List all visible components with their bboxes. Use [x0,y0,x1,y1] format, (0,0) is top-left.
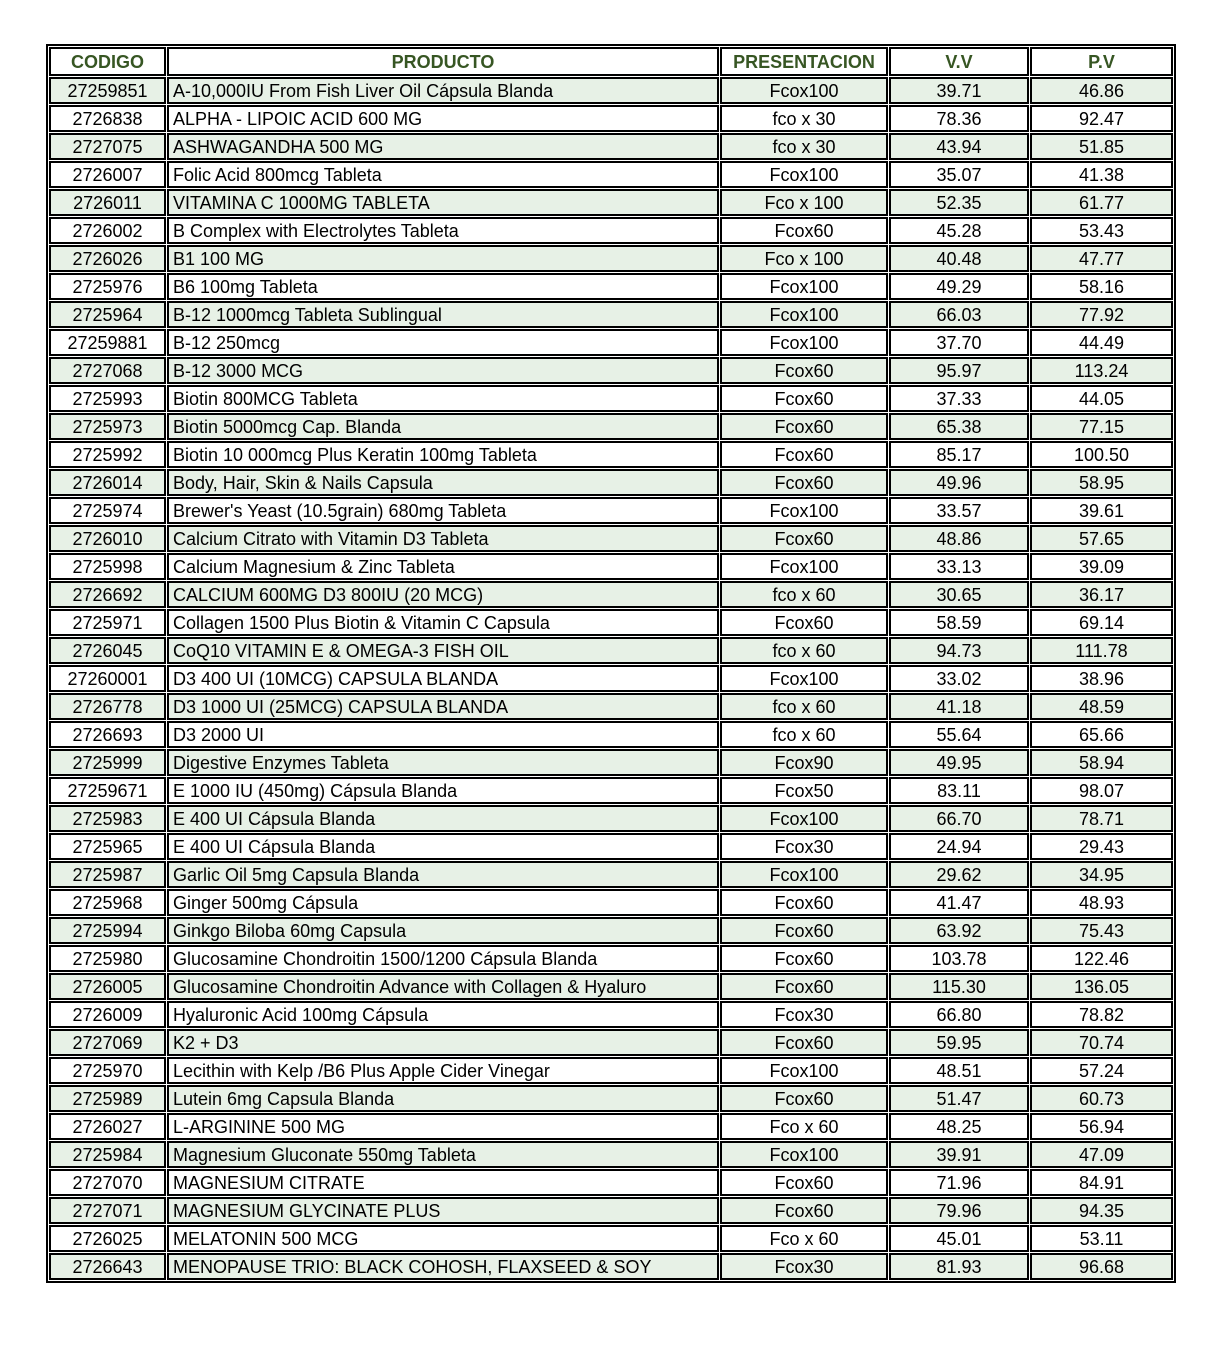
vv-cell: 45.01 [889,1225,1029,1252]
table-row [49,917,1173,944]
pv-cell: 38.96 [1030,665,1173,692]
table-row [49,637,1173,664]
presentacion-cell: Fcox30 [720,1001,888,1028]
producto-cell: Ginkgo Biloba 60mg Capsula [167,917,719,944]
codigo-cell: 2725984 [49,1141,166,1168]
vv-cell: 94.73 [889,637,1029,664]
table-row [49,1085,1173,1112]
table-row [49,581,1173,608]
presentacion-cell: Fcox60 [720,945,888,972]
codigo-cell: 2726643 [49,1253,166,1280]
producto-cell: B-12 1000mcg Tableta Sublingual [167,301,719,328]
pv-cell: 57.65 [1030,525,1173,552]
pv-cell: 60.73 [1030,1085,1173,1112]
producto-cell: B1 100 MG [167,245,719,272]
pv-cell: 47.77 [1030,245,1173,272]
codigo-cell: 27259881 [49,329,166,356]
table-row [49,133,1173,160]
presentacion-cell: Fcox60 [720,441,888,468]
column-header-codigo: CODIGO [49,47,166,76]
codigo-cell: 2725971 [49,609,166,636]
pv-cell: 77.15 [1030,413,1173,440]
pv-cell: 92.47 [1030,105,1173,132]
vv-cell: 66.80 [889,1001,1029,1028]
pv-cell: 51.85 [1030,133,1173,160]
column-header-presentacion: PRESENTACION [720,47,888,76]
pv-cell: 69.14 [1030,609,1173,636]
vv-cell: 30.65 [889,581,1029,608]
vv-cell: 81.93 [889,1253,1029,1280]
producto-cell: A-10,000IU From Fish Liver Oil Cápsula Blanda [167,77,719,104]
table-row [49,1197,1173,1224]
producto-cell: MAGNESIUM CITRATE [167,1169,719,1196]
pv-cell: 57.24 [1030,1057,1173,1084]
column-header-pv: P.V [1030,47,1173,76]
presentacion-cell: Fcox30 [720,833,888,860]
producto-cell: B-12 3000 MCG [167,357,719,384]
presentacion-cell: Fcox100 [720,553,888,580]
presentacion-cell: fco x 60 [720,581,888,608]
codigo-cell: 2727069 [49,1029,166,1056]
presentacion-cell: Fcox100 [720,301,888,328]
table-row [49,441,1173,468]
codigo-cell: 2727075 [49,133,166,160]
vv-cell: 78.36 [889,105,1029,132]
presentacion-cell: fco x 60 [720,693,888,720]
table-row [49,609,1173,636]
codigo-cell: 2727071 [49,1197,166,1224]
presentacion-cell: Fcox60 [720,413,888,440]
codigo-cell: 2726026 [49,245,166,272]
codigo-cell: 2727068 [49,357,166,384]
vv-cell: 39.71 [889,77,1029,104]
vv-cell: 29.62 [889,861,1029,888]
presentacion-cell: Fcox30 [720,1253,888,1280]
table-row [49,497,1173,524]
producto-cell: D3 1000 UI (25MCG) CAPSULA BLANDA [167,693,719,720]
producto-cell: B6 100mg Tableta [167,273,719,300]
producto-cell: E 1000 IU (450mg) Cápsula Blanda [167,777,719,804]
pv-cell: 58.94 [1030,749,1173,776]
producto-cell: Glucosamine Chondroitin Advance with Collagen & Hyaluro [167,973,719,1000]
codigo-cell: 2725992 [49,441,166,468]
table-row [49,945,1173,972]
table-row [49,105,1173,132]
vv-cell: 83.11 [889,777,1029,804]
codigo-cell: 2726014 [49,469,166,496]
table-row [49,889,1173,916]
table-row [49,525,1173,552]
producto-cell: Hyaluronic Acid 100mg Cápsula [167,1001,719,1028]
codigo-cell: 2725994 [49,917,166,944]
codigo-cell: 2726778 [49,693,166,720]
codigo-cell: 2725974 [49,497,166,524]
codigo-cell: 27260001 [49,665,166,692]
vv-cell: 41.47 [889,889,1029,916]
codigo-cell: 2726025 [49,1225,166,1252]
presentacion-cell: Fcox60 [720,1029,888,1056]
codigo-cell: 2726693 [49,721,166,748]
pv-cell: 78.71 [1030,805,1173,832]
table-row [49,1169,1173,1196]
vv-cell: 52.35 [889,189,1029,216]
table-row [49,217,1173,244]
producto-cell: D3 400 UI (10MCG) CAPSULA BLANDA [167,665,719,692]
vv-cell: 49.95 [889,749,1029,776]
pv-cell: 44.05 [1030,385,1173,412]
pv-cell: 39.09 [1030,553,1173,580]
table-row [49,161,1173,188]
pv-cell: 65.66 [1030,721,1173,748]
vv-cell: 43.94 [889,133,1029,160]
table-row [49,273,1173,300]
vv-cell: 85.17 [889,441,1029,468]
table-row [49,833,1173,860]
column-header-producto: PRODUCTO [167,47,719,76]
pv-cell: 48.93 [1030,889,1173,916]
codigo-cell: 2725973 [49,413,166,440]
producto-cell: MELATONIN 500 MCG [167,1225,719,1252]
pv-cell: 70.74 [1030,1029,1173,1056]
vv-cell: 65.38 [889,413,1029,440]
vv-cell: 115.30 [889,973,1029,1000]
vv-cell: 49.96 [889,469,1029,496]
pv-cell: 75.43 [1030,917,1173,944]
codigo-cell: 27259851 [49,77,166,104]
vv-cell: 48.25 [889,1113,1029,1140]
producto-cell: B-12 250mcg [167,329,719,356]
producto-cell: Lecithin with Kelp /B6 Plus Apple Cider Vinegar [167,1057,719,1084]
vv-cell: 48.51 [889,1057,1029,1084]
vv-cell: 59.95 [889,1029,1029,1056]
table-row [49,357,1173,384]
codigo-cell: 2725970 [49,1057,166,1084]
presentacion-cell: Fcox90 [720,749,888,776]
producto-cell: L-ARGININE 500 MG [167,1113,719,1140]
producto-cell: Calcium Magnesium & Zinc Tableta [167,553,719,580]
codigo-cell: 2727070 [49,1169,166,1196]
price-table-body [49,77,1173,1280]
producto-cell: Biotin 5000mcg Cap. Blanda [167,413,719,440]
table-row [49,805,1173,832]
presentacion-cell: Fcox100 [720,805,888,832]
producto-cell: E 400 UI Cápsula Blanda [167,833,719,860]
presentacion-cell: Fcox60 [720,973,888,1000]
codigo-cell: 2725998 [49,553,166,580]
codigo-cell: 2725983 [49,805,166,832]
table-row [49,469,1173,496]
presentacion-cell: Fcox100 [720,161,888,188]
table-row [49,553,1173,580]
producto-cell: Ginger 500mg Cápsula [167,889,719,916]
vv-cell: 63.92 [889,917,1029,944]
table-row [49,77,1173,104]
producto-cell: MENOPAUSE TRIO: BLACK COHOSH, FLAXSEED & SOY [167,1253,719,1280]
vv-cell: 79.96 [889,1197,1029,1224]
pv-cell: 58.16 [1030,273,1173,300]
pv-cell: 36.17 [1030,581,1173,608]
presentacion-cell: Fcox60 [720,525,888,552]
presentacion-cell: Fcox100 [720,665,888,692]
table-row [49,721,1173,748]
pv-cell: 113.24 [1030,357,1173,384]
vv-cell: 37.70 [889,329,1029,356]
vv-cell: 37.33 [889,385,1029,412]
producto-cell: D3 2000 UI [167,721,719,748]
pv-cell: 58.95 [1030,469,1173,496]
pv-cell: 47.09 [1030,1141,1173,1168]
presentacion-cell: Fcox60 [720,1169,888,1196]
codigo-cell: 2725964 [49,301,166,328]
table-header-row [49,47,1173,76]
codigo-cell: 2726005 [49,973,166,1000]
presentacion-cell: Fco x 60 [720,1113,888,1140]
presentacion-cell: Fco x 100 [720,189,888,216]
presentacion-cell: Fco x 60 [720,1225,888,1252]
vv-cell: 71.96 [889,1169,1029,1196]
pv-cell: 136.05 [1030,973,1173,1000]
table-row [49,1253,1173,1280]
producto-cell: K2 + D3 [167,1029,719,1056]
producto-cell: Collagen 1500 Plus Biotin & Vitamin C Capsula [167,609,719,636]
codigo-cell: 2726010 [49,525,166,552]
codigo-cell: 2725987 [49,861,166,888]
table-row [49,1057,1173,1084]
producto-cell: Body, Hair, Skin & Nails Capsula [167,469,719,496]
table-row [49,749,1173,776]
presentacion-cell: Fco x 100 [720,245,888,272]
presentacion-cell: Fcox60 [720,217,888,244]
table-row [49,413,1173,440]
vv-cell: 39.91 [889,1141,1029,1168]
producto-cell: Brewer's Yeast (10.5grain) 680mg Tableta [167,497,719,524]
producto-cell: Garlic Oil 5mg Capsula Blanda [167,861,719,888]
pv-cell: 56.94 [1030,1113,1173,1140]
producto-cell: VITAMINA C 1000MG TABLETA [167,189,719,216]
presentacion-cell: Fcox60 [720,889,888,916]
pv-cell: 39.61 [1030,497,1173,524]
vv-cell: 41.18 [889,693,1029,720]
vv-cell: 40.48 [889,245,1029,272]
codigo-cell: 2725999 [49,749,166,776]
table-row [49,1225,1173,1252]
producto-cell: Digestive Enzymes Tableta [167,749,719,776]
presentacion-cell: Fcox60 [720,917,888,944]
presentacion-cell: Fcox60 [720,609,888,636]
presentacion-cell: Fcox60 [720,469,888,496]
table-row [49,1141,1173,1168]
table-row [49,693,1173,720]
producto-cell: MAGNESIUM GLYCINATE PLUS [167,1197,719,1224]
codigo-cell: 2726838 [49,105,166,132]
presentacion-cell: Fcox100 [720,1057,888,1084]
pv-cell: 78.82 [1030,1001,1173,1028]
codigo-cell: 2725968 [49,889,166,916]
presentacion-cell: Fcox100 [720,861,888,888]
pv-cell: 61.77 [1030,189,1173,216]
vv-cell: 49.29 [889,273,1029,300]
column-header-vv: V.V [889,47,1029,76]
codigo-cell: 2725976 [49,273,166,300]
vv-cell: 66.70 [889,805,1029,832]
price-list-table [46,44,1176,1283]
presentacion-cell: Fcox100 [720,329,888,356]
codigo-cell: 2726011 [49,189,166,216]
pv-cell: 100.50 [1030,441,1173,468]
presentacion-cell: fco x 60 [720,721,888,748]
pv-cell: 111.78 [1030,637,1173,664]
table-row [49,329,1173,356]
producto-cell: Lutein 6mg Capsula Blanda [167,1085,719,1112]
presentacion-cell: fco x 30 [720,105,888,132]
producto-cell: Calcium Citrato with Vitamin D3 Tableta [167,525,719,552]
codigo-cell: 2725980 [49,945,166,972]
pv-cell: 41.38 [1030,161,1173,188]
table-row [49,1001,1173,1028]
pv-cell: 84.91 [1030,1169,1173,1196]
presentacion-cell: fco x 30 [720,133,888,160]
pv-cell: 29.43 [1030,833,1173,860]
table-row [49,861,1173,888]
vv-cell: 33.57 [889,497,1029,524]
producto-cell: Glucosamine Chondroitin 1500/1200 Cápsula Blanda [167,945,719,972]
presentacion-cell: Fcox60 [720,357,888,384]
presentacion-cell: Fcox60 [720,1085,888,1112]
producto-cell: Biotin 10 000mcg Plus Keratin 100mg Tableta [167,441,719,468]
vv-cell: 51.47 [889,1085,1029,1112]
producto-cell: B Complex with Electrolytes Tableta [167,217,719,244]
codigo-cell: 2726045 [49,637,166,664]
pv-cell: 53.43 [1030,217,1173,244]
table-row [49,245,1173,272]
producto-cell: CALCIUM 600MG D3 800IU (20 MCG) [167,581,719,608]
vv-cell: 35.07 [889,161,1029,188]
table-row [49,777,1173,804]
vv-cell: 58.59 [889,609,1029,636]
pv-cell: 96.68 [1030,1253,1173,1280]
producto-cell: ASHWAGANDHA 500 MG [167,133,719,160]
codigo-cell: 2726027 [49,1113,166,1140]
producto-cell: Biotin 800MCG Tableta [167,385,719,412]
presentacion-cell: Fcox100 [720,273,888,300]
vv-cell: 33.13 [889,553,1029,580]
presentacion-cell: Fcox50 [720,777,888,804]
table-row [49,301,1173,328]
codigo-cell: 2725989 [49,1085,166,1112]
presentacion-cell: Fcox60 [720,1197,888,1224]
presentacion-cell: Fcox100 [720,497,888,524]
presentacion-cell: fco x 60 [720,637,888,664]
vv-cell: 45.28 [889,217,1029,244]
pv-cell: 94.35 [1030,1197,1173,1224]
pv-cell: 46.86 [1030,77,1173,104]
codigo-cell: 2726002 [49,217,166,244]
table-row [49,385,1173,412]
producto-cell: ALPHA - LIPOIC ACID 600 MG [167,105,719,132]
codigo-cell: 2725965 [49,833,166,860]
producto-cell: Magnesium Gluconate 550mg Tableta [167,1141,719,1168]
pv-cell: 53.11 [1030,1225,1173,1252]
codigo-cell: 27259671 [49,777,166,804]
pv-cell: 122.46 [1030,945,1173,972]
producto-cell: Folic Acid 800mcg Tableta [167,161,719,188]
codigo-cell: 2726007 [49,161,166,188]
table-row [49,973,1173,1000]
vv-cell: 24.94 [889,833,1029,860]
producto-cell: CoQ10 VITAMIN E & OMEGA-3 FISH OIL [167,637,719,664]
codigo-cell: 2726692 [49,581,166,608]
vv-cell: 55.64 [889,721,1029,748]
presentacion-cell: Fcox100 [720,77,888,104]
producto-cell: E 400 UI Cápsula Blanda [167,805,719,832]
table-row [49,665,1173,692]
codigo-cell: 2726009 [49,1001,166,1028]
vv-cell: 103.78 [889,945,1029,972]
vv-cell: 33.02 [889,665,1029,692]
presentacion-cell: Fcox100 [720,1141,888,1168]
pv-cell: 98.07 [1030,777,1173,804]
table-row [49,189,1173,216]
vv-cell: 66.03 [889,301,1029,328]
pv-cell: 77.92 [1030,301,1173,328]
codigo-cell: 2725993 [49,385,166,412]
table-row [49,1113,1173,1140]
pv-cell: 44.49 [1030,329,1173,356]
table-row [49,1029,1173,1056]
pv-cell: 48.59 [1030,693,1173,720]
vv-cell: 48.86 [889,525,1029,552]
vv-cell: 95.97 [889,357,1029,384]
presentacion-cell: Fcox60 [720,385,888,412]
pv-cell: 34.95 [1030,861,1173,888]
